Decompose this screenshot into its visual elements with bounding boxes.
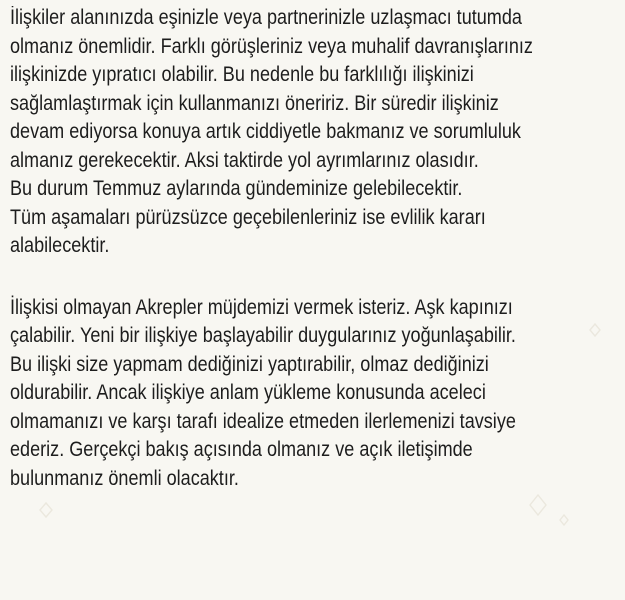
text-line: İlişkisi olmayan Akrepler müjdemizi vermek isteriz. Aşk kapınızı (10, 295, 513, 319)
text-line: İlişkiler alanınızda eşinizle veya partnerinizle uzlaşmacı tutumda (10, 6, 522, 29)
text-line: Tüm aşamaları pürüzsüzce geçebilenleriniz ise evlilik kararı (10, 205, 486, 229)
text-line: alabilecektir. (10, 234, 110, 257)
relationship-paragraph (10, 4, 536, 261)
text-line: ederiz. Gerçekçi bakış açısında olmanız ve açık iletişimde (10, 438, 473, 461)
horoscope-article (10, 4, 536, 493)
text-line: almanız gerekecektir. Aksi taktirde yol ayrımlarınız olasıdır. (10, 148, 479, 172)
text-line: sağlamlaştırmak için kullanmanızı öneririz. Bir süredir ilişkiniz (10, 91, 499, 115)
text-line: olmanız önemlidir. Farklı görüşleriniz veya muhalif davranışlarınız (10, 34, 533, 58)
text-line: olmamanızı ve karşı tarafı idealize etmeden ilerlemenizi tavsiye (10, 409, 516, 433)
text-line: ilişkinizde yıpratıcı olabilir. Bu nedenle bu farklılığı ilişkinizi (10, 63, 474, 86)
text-line: devam ediyorsa konuya artık ciddiyetle bakmanız ve sorumluluk (10, 120, 521, 143)
text-line: bulunmanız önemli olacaktır. (10, 466, 239, 490)
single-scorpio-paragraph (10, 294, 536, 494)
text-line: oldurabilir. Ancak ilişkiye anlam yükleme konusunda aceleci (10, 381, 486, 404)
text-line: çalabilir. Yeni bir ilişkiye başlayabilir duygularınız yoğunlaşabilir. (10, 324, 516, 347)
paragraph-spacer (10, 261, 536, 294)
text-line: Bu durum Temmuz aylarında gündeminize gelebilecektir. (10, 177, 463, 200)
text-line: Bu ilişki size yapmam dediğinizi yaptırabilir, olmaz dediğinizi (10, 352, 489, 376)
